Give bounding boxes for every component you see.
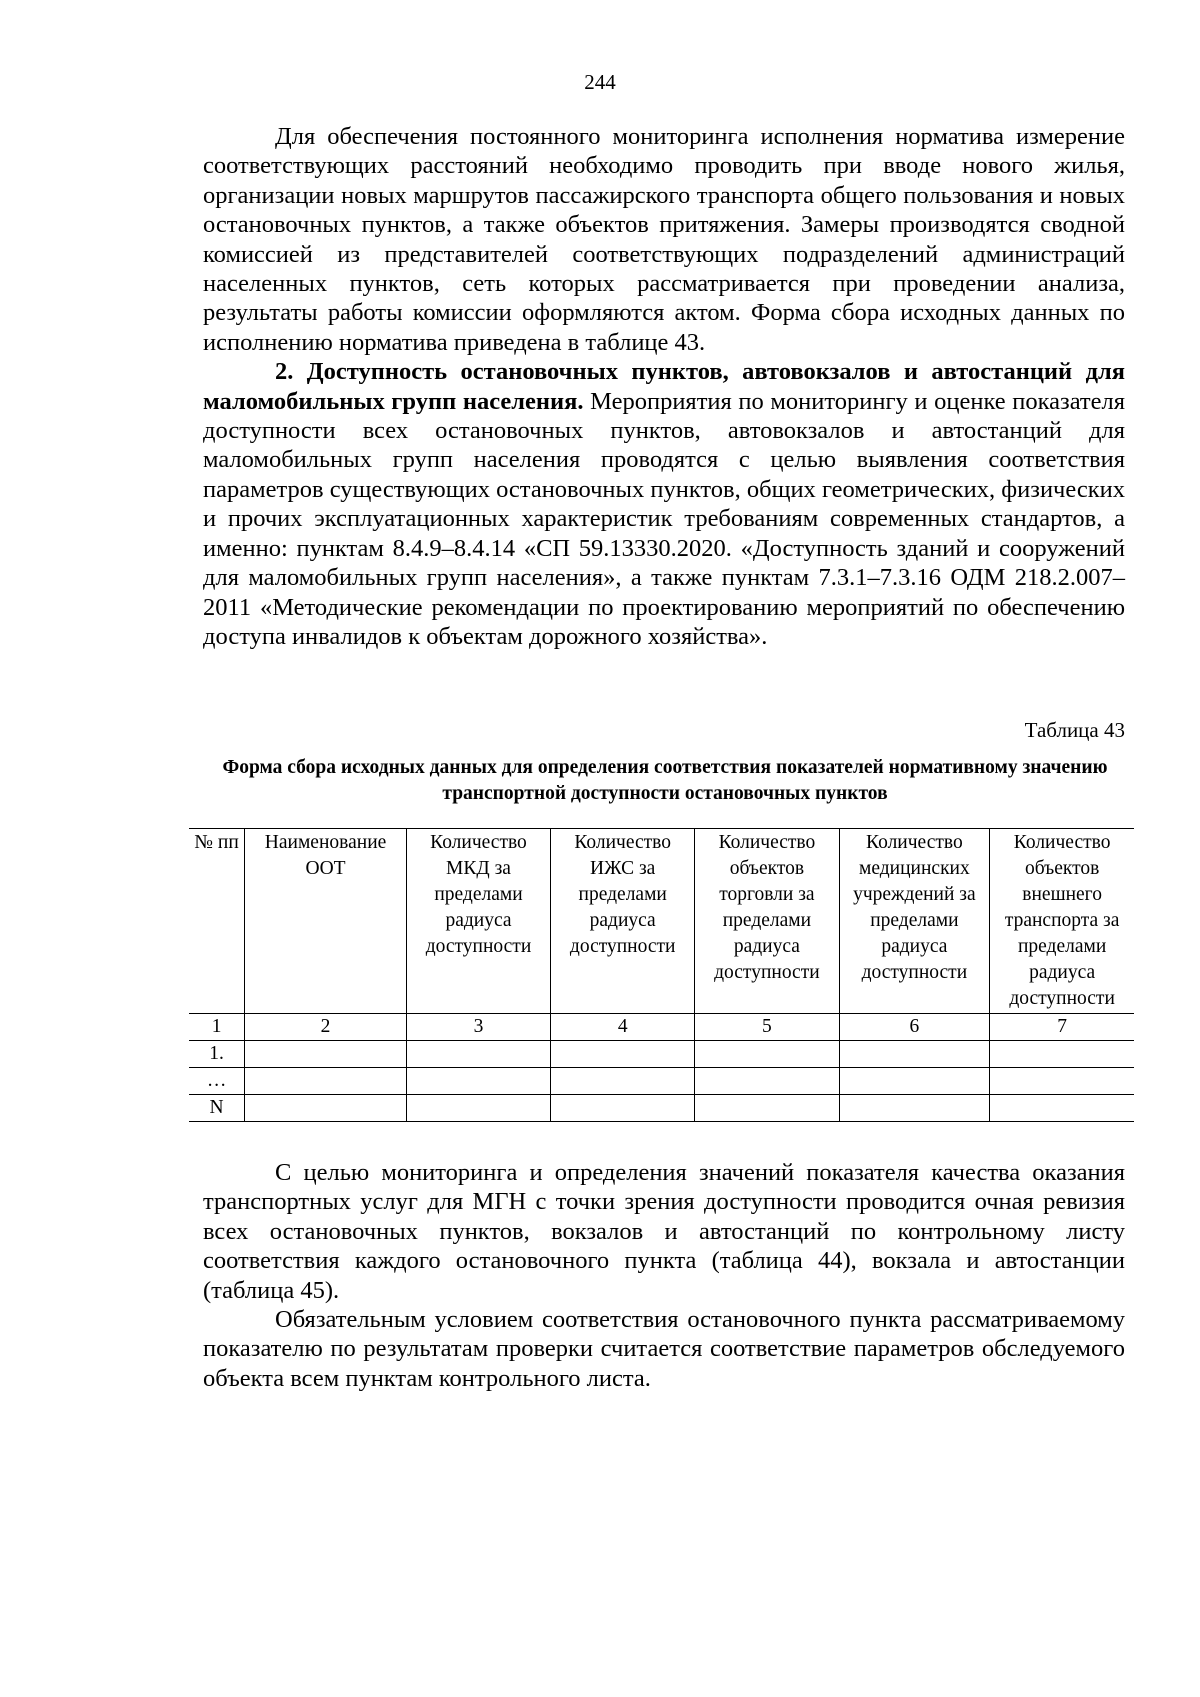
column-header: № пп: [189, 829, 245, 1014]
table-row: [189, 1068, 1134, 1095]
table-cell: [406, 1068, 550, 1095]
paragraph: С целью мониторинга и определения значений показателя качества оказания транспортных услуг для МГН с точки зрения доступности проводится очная ревизия всех остановочных пунктов, вокзалов и автостанций по контрольному листу соответствия каждого остановочного пункта (таблица 44), вокзала и автостанции (таблица 45).: [203, 1159, 1125, 1304]
paragraph: Обязательным условием соответствия остановочного пункта рассматриваемому показателю по результатам проверки считается соответствие параметров обследуемого объекта всем пунктам контрольного листа.: [203, 1306, 1125, 1392]
table-cell: [551, 1068, 695, 1095]
table-row: [189, 1095, 1134, 1122]
paragraph-heading: 2. Доступность остановочных пунктов, автовокзалов и автостанций для маломобильных групп населения.: [203, 358, 1125, 415]
column-header: Количество ИЖС за пределами радиуса доступности: [551, 829, 695, 1014]
table-cell: [839, 1095, 990, 1122]
table-cell: [839, 1041, 990, 1068]
column-number: 7: [990, 1014, 1134, 1041]
table-label: Таблица 43: [1024, 718, 1125, 742]
table-cell: [990, 1068, 1134, 1095]
table-cell: [839, 1068, 990, 1095]
column-number: 3: [406, 1014, 550, 1041]
data-table: [189, 828, 1134, 1122]
column-header: Количество МКД за пределами радиуса доступности: [406, 829, 550, 1014]
column-number: 5: [695, 1014, 839, 1041]
body-text-bottom: [203, 1158, 1125, 1393]
column-number: 4: [551, 1014, 695, 1041]
column-header: Наименование ООТ: [245, 829, 407, 1014]
column-number: 2: [245, 1014, 407, 1041]
column-header: Количество медицинских учреждений за пределами радиуса доступности: [839, 829, 990, 1014]
table-cell: [245, 1041, 407, 1068]
table-cell: [990, 1095, 1134, 1122]
paragraph: [203, 122, 1125, 357]
paragraph-text: Мероприятия по мониторингу и оценке показателя доступности всех остановочных пунктов, автовокзалов и автостанций для маломобильных групп населения проводятся с целью выявления соответствия параметров существующих остановочных пунктов, общих геометрических, физических и прочих эксплуатационных характеристик требованиям современных стандартов, а именно: пунктам 8.4.9–8.4.14 «СП 59.13330.2020. «Доступность зданий и сооружений для маломобильных групп населения», а также пунктам 7.3.1–7.3.16 ОДМ 218.2.007–2011 «Методические рекомендации по проектированию мероприятий по обеспечению доступа инвалидов к объектам дорожного хозяйства».: [203, 387, 1126, 650]
table-cell: [245, 1068, 407, 1095]
table-cell: [406, 1041, 550, 1068]
column-number: 1: [189, 1014, 245, 1041]
column-header: Количество объектов внешнего транспорта за пределами радиуса доступности: [990, 829, 1134, 1014]
column-number: 6: [839, 1014, 990, 1041]
table-header-row: [189, 829, 1134, 1014]
table-row: [189, 1041, 1134, 1068]
column-header: Количество объектов торговли за пределами радиуса доступности: [695, 829, 839, 1014]
table-cell: [551, 1095, 695, 1122]
paragraph-text: Для обеспечения постоянного мониторинга исполнения норматива измерение соответствующих расстояний необходимо проводить при вводе нового жилья, организации новых маршрутов пассажирского транспорта общего пользования и новых остановочных пунктов, а также объектов притяжения. Замеры производятся сводной комиссией из представителей соответствующих подразделений администраций населенных пунктов, сеть которых рассматривается при проведении анализа, результаты работы комиссии оформляются актом. Форма сбора исходных данных по исполнению норматива приведена в таблице 43.: [203, 123, 1125, 356]
table-cell: [990, 1041, 1134, 1068]
table-cell: [695, 1068, 839, 1095]
table-cell: [695, 1041, 839, 1068]
table-cell: [406, 1095, 550, 1122]
body-text-top: [203, 122, 1125, 651]
page-number: 244: [584, 70, 616, 94]
table-cell: N: [189, 1095, 245, 1122]
table-cell: …: [189, 1068, 245, 1095]
table-cell: [695, 1095, 839, 1122]
table-cell: [245, 1095, 407, 1122]
column-number-row: [189, 1014, 1134, 1041]
paragraph: [203, 357, 1125, 651]
table-cell: 1.: [189, 1041, 245, 1068]
table-title: Форма сбора исходных данных для определения соответствия показателей нормативному значению транспортной доступности остановочных пунктов: [222, 757, 1108, 804]
table-cell: [551, 1041, 695, 1068]
